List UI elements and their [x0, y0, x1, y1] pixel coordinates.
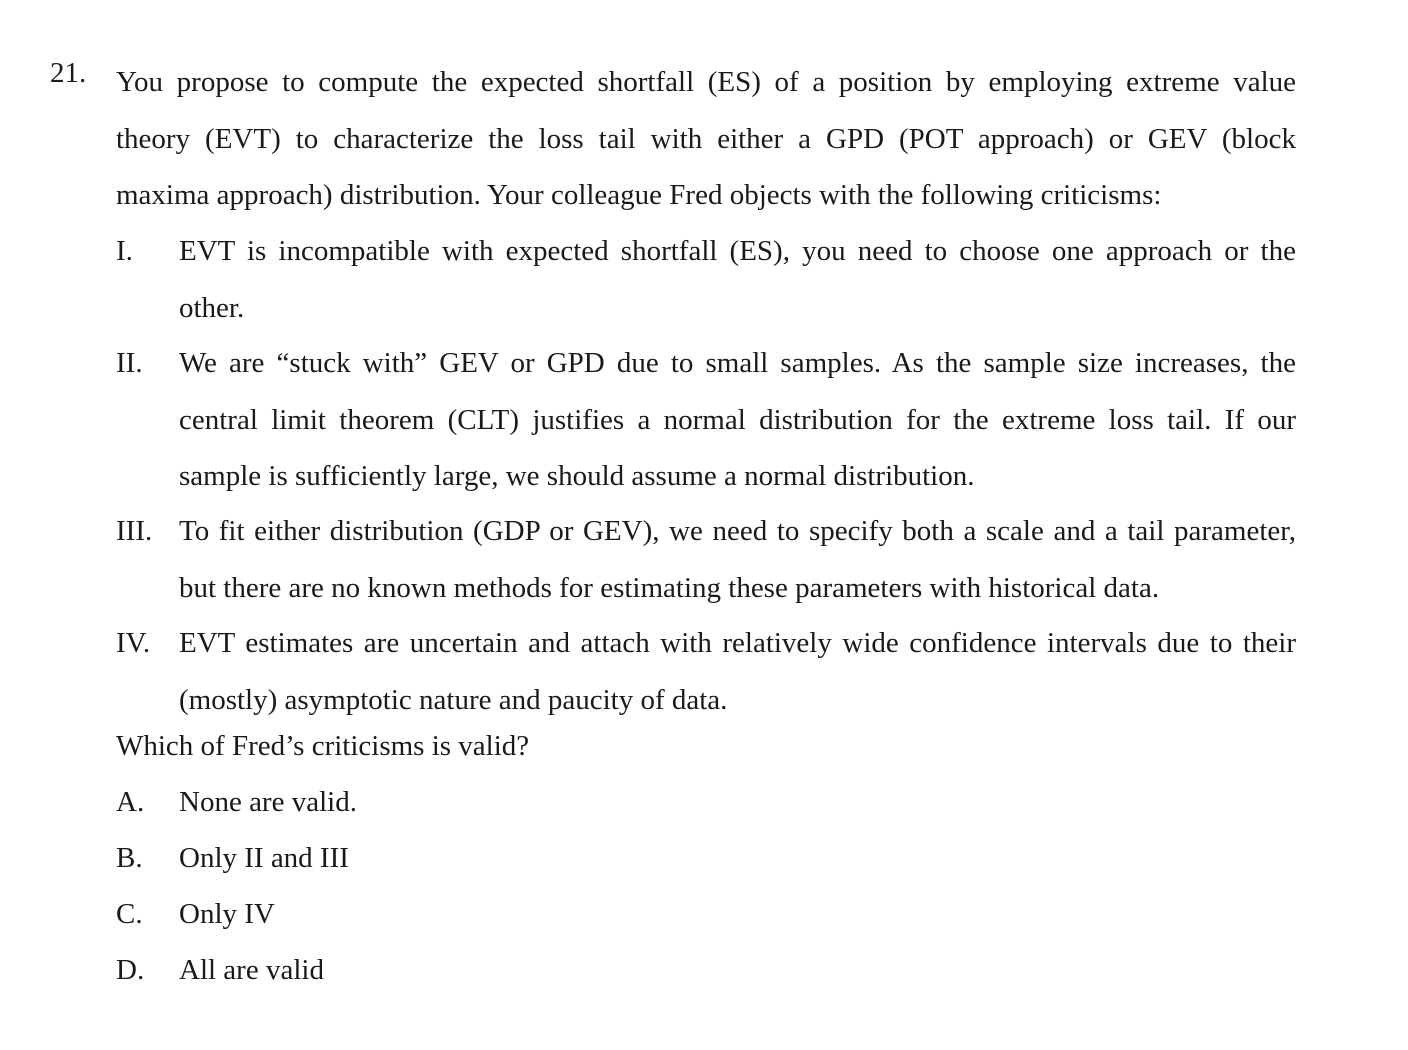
option-text: Only IV	[179, 898, 275, 930]
criticism-line: (mostly) asymptotic nature and paucity of data.	[179, 683, 728, 716]
stem-line: You propose to compute the expected shortfall (ES) of a position by employing extreme value	[116, 66, 1296, 98]
criticism-numeral: II.	[116, 347, 143, 379]
criticism-text	[179, 223, 1296, 336]
question-number: 21.	[50, 57, 87, 89]
option-letter: C.	[116, 898, 143, 930]
criticism-line: We are “stuck with” GEV or GPD due to small samples. As the sample size increases, the	[179, 347, 1296, 379]
option-text: None are valid.	[179, 786, 357, 818]
question-prompt: Which of Fred’s criticisms is valid?	[116, 730, 530, 762]
criticism-line: EVT estimates are uncertain and attach with relatively wide confidence intervals due to their	[179, 627, 1296, 659]
criticism-numeral: IV.	[116, 627, 151, 659]
criticism-numeral: III.	[116, 515, 153, 547]
criticism-line: To fit either distribution (GDP or GEV), we need to specify both a scale and a tail parameter,	[179, 515, 1296, 547]
criticism-line: sample is sufficiently large, we should assume a normal distribution.	[179, 460, 975, 492]
criticism-numeral: I.	[116, 235, 133, 267]
criticism-line: other.	[179, 291, 245, 324]
criticism-line: but there are no known methods for estimating these parameters with historical data.	[179, 571, 1160, 604]
stem-line: theory (EVT) to characterize the loss tail with either a GPD (POT approach) or GEV (block	[116, 122, 1296, 155]
option-text: All are valid	[179, 954, 324, 986]
criticism-line: EVT is incompatible with expected shortfall (ES), you need to choose one approach or the	[179, 235, 1296, 267]
option-letter: A.	[116, 786, 145, 818]
question-stem	[116, 54, 1296, 224]
criticism-text	[179, 615, 1296, 728]
option-letter: D.	[116, 954, 145, 986]
option-letter: B.	[116, 842, 143, 874]
criticism-text	[179, 503, 1296, 616]
stem-line: maxima approach) distribution. Your colleague Fred objects with the following criticisms:	[116, 179, 1162, 211]
option-text: Only II and III	[179, 842, 349, 874]
criticism-text	[179, 335, 1296, 505]
criticism-line: central limit theorem (CLT) justifies a normal distribution for the extreme loss tail. If our	[179, 403, 1296, 436]
